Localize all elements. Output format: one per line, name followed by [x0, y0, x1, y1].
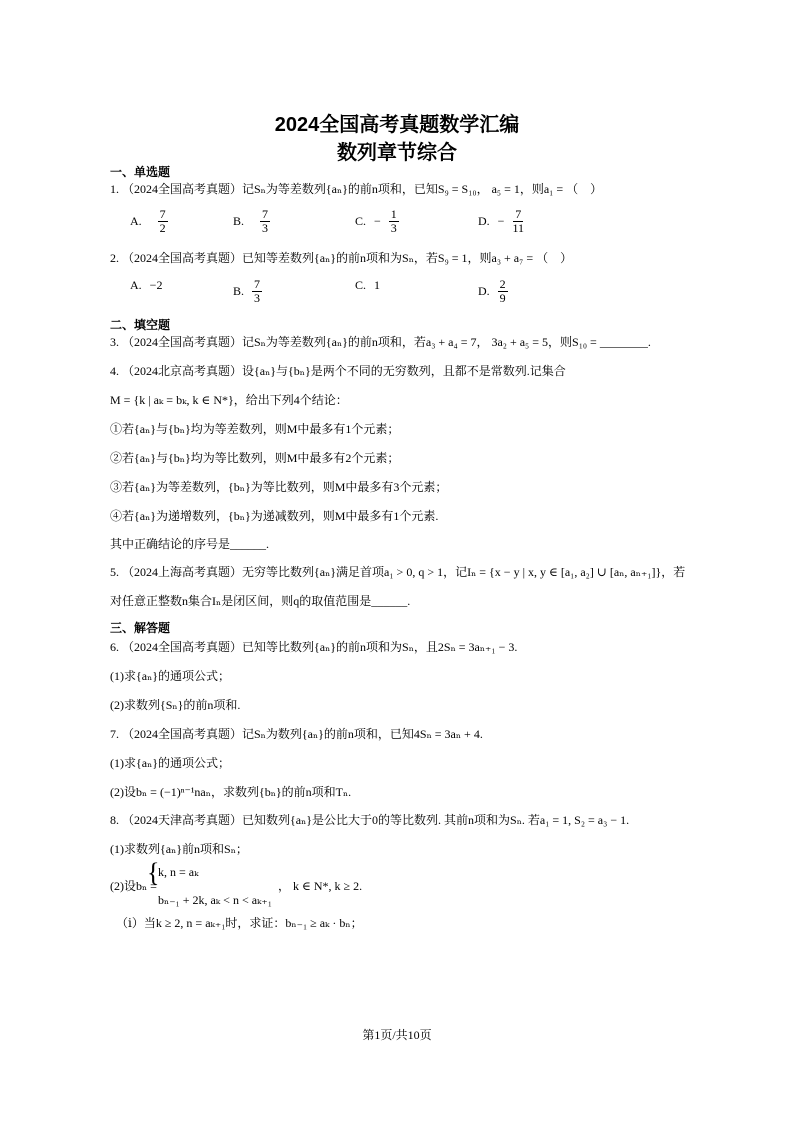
piecewise-case-2: bₙ₋₁ + 2k, aₖ < n < aₖ₊₁ — [158, 893, 272, 907]
page-footer: 第1页/共10页 — [362, 1028, 432, 1042]
section-heading: 三、解答题 — [110, 621, 171, 635]
question-7-part-2: (2)设bₙ = (−1)ⁿ⁻¹naₙ，求数列{bₙ}的前n项和Tₙ. — [110, 785, 352, 799]
document-title: 2024全国高考真题数学汇编 — [274, 114, 520, 136]
question-5: 5. （2024上海高考真题）无穷等比数列{aₙ}满足首项a₁ > 0, q > 1，记Iₙ = {x − y | x, y ∈ [a₁, a₂] ∪ [aₙ, aₙ₊₁]}，若 — [110, 565, 686, 579]
question-8-part-1: (1)求数列{aₙ}前n项和Sₙ； — [110, 842, 248, 856]
question-6-part-1: (1)求{aₙ}的通项公式； — [110, 669, 231, 683]
question-7-part-1: (1)求{aₙ}的通项公式； — [110, 756, 231, 770]
question-1: 1. （2024全国高考真题）记Sₙ为等差数列{aₙ}的前n项和，已知S₉ = S₁₀， a₅ = 1，则a₁ = （ ） — [110, 182, 603, 196]
question-8-part-2-suffix: ， k ∈ N*, k ≥ 2. — [278, 879, 363, 893]
statement: ②若{aₙ}与{bₙ}均为等比数列，则M中最多有2个元素； — [110, 451, 400, 465]
option-c: C. 1 — [355, 278, 381, 292]
question-7: 7. （2024全国高考真题）记Sₙ为数列{aₙ}的前n项和，已知4Sₙ = 3aₙ + 4. — [110, 727, 483, 741]
question-5-cont: 对任意正整数n集合Iₙ是闭区间，则q的取值范围是______. — [110, 594, 411, 608]
statement: ③若{aₙ}为等差数列，{bₙ}为等比数列，则M中最多有3个元素； — [110, 480, 448, 494]
document-subtitle: 数列章节综合 — [337, 142, 457, 164]
statement: ④若{aₙ}为递增数列，{bₙ}为递减数列，则M中最多有1个元素. — [110, 509, 439, 523]
piecewise-brace: { — [147, 858, 160, 887]
section-heading: 一、单选题 — [110, 165, 171, 179]
question-6-part-2: (2)求数列{Sₙ}的前n项和. — [110, 698, 241, 712]
question-4-set: M = {k | aₖ = bₖ, k ∈ N*}，给出下列4个结论： — [110, 393, 348, 407]
question-4: 4. （2024北京高考真题）设{aₙ}与{bₙ}是两个不同的无穷数列，且都不是常数列.记集合 — [110, 364, 566, 378]
question-6: 6. （2024全国高考真题）已知等比数列{aₙ}的前n项和为Sₙ，且2Sₙ = 3aₙ₊₁ − 3. — [110, 640, 518, 654]
question-3: 3. （2024全国高考真题）记Sₙ为等差数列{aₙ}的前n项和，若a₃ + a₄ = 7， 3a₂ + a₅ = 5，则S₁₀ = ________. — [110, 335, 651, 349]
option-d: D. $\frac{2}{9}$ — [478, 277, 506, 305]
option-a: A. −2 — [130, 278, 163, 292]
option-b: B. $\frac{7}{3}$ — [233, 207, 269, 235]
piecewise-case-1: k, n = aₖ — [158, 865, 199, 879]
question-4-ask: 其中正确结论的序号是______. — [110, 537, 270, 551]
question-8-subpart-i: （ⅰ）当k ≥ 2, n = aₖ₊₁时，求证：bₙ₋₁ ≥ aₖ · bₙ； — [116, 916, 363, 930]
question-8-part-2-prefix: (2)设bₙ = — [110, 879, 157, 893]
option-b: B. $\frac{7}{3}$ — [233, 277, 261, 305]
option-c: C. − $\frac{1}{3}$ — [355, 207, 397, 235]
question-2: 2. （2024全国高考真题）已知等差数列{aₙ}的前n项和为Sₙ，若S₉ = 1，则a₃ + a₇ = （ ） — [110, 251, 573, 265]
question-8: 8. （2024天津高考真题）已知数列{aₙ}是公比大于0的等比数列. 其前n项和为Sₙ. 若a₁ = 1, S₂ = a₃ − 1. — [110, 813, 630, 827]
option-d: D. − $\frac{7}{11}$ — [478, 207, 525, 235]
statement: ①若{aₙ}与{bₙ}均为等差数列，则M中最多有1个元素； — [110, 422, 400, 436]
section-heading: 二、填空题 — [110, 318, 171, 332]
option-a: A. $\frac{7}{2}$ — [130, 207, 166, 235]
